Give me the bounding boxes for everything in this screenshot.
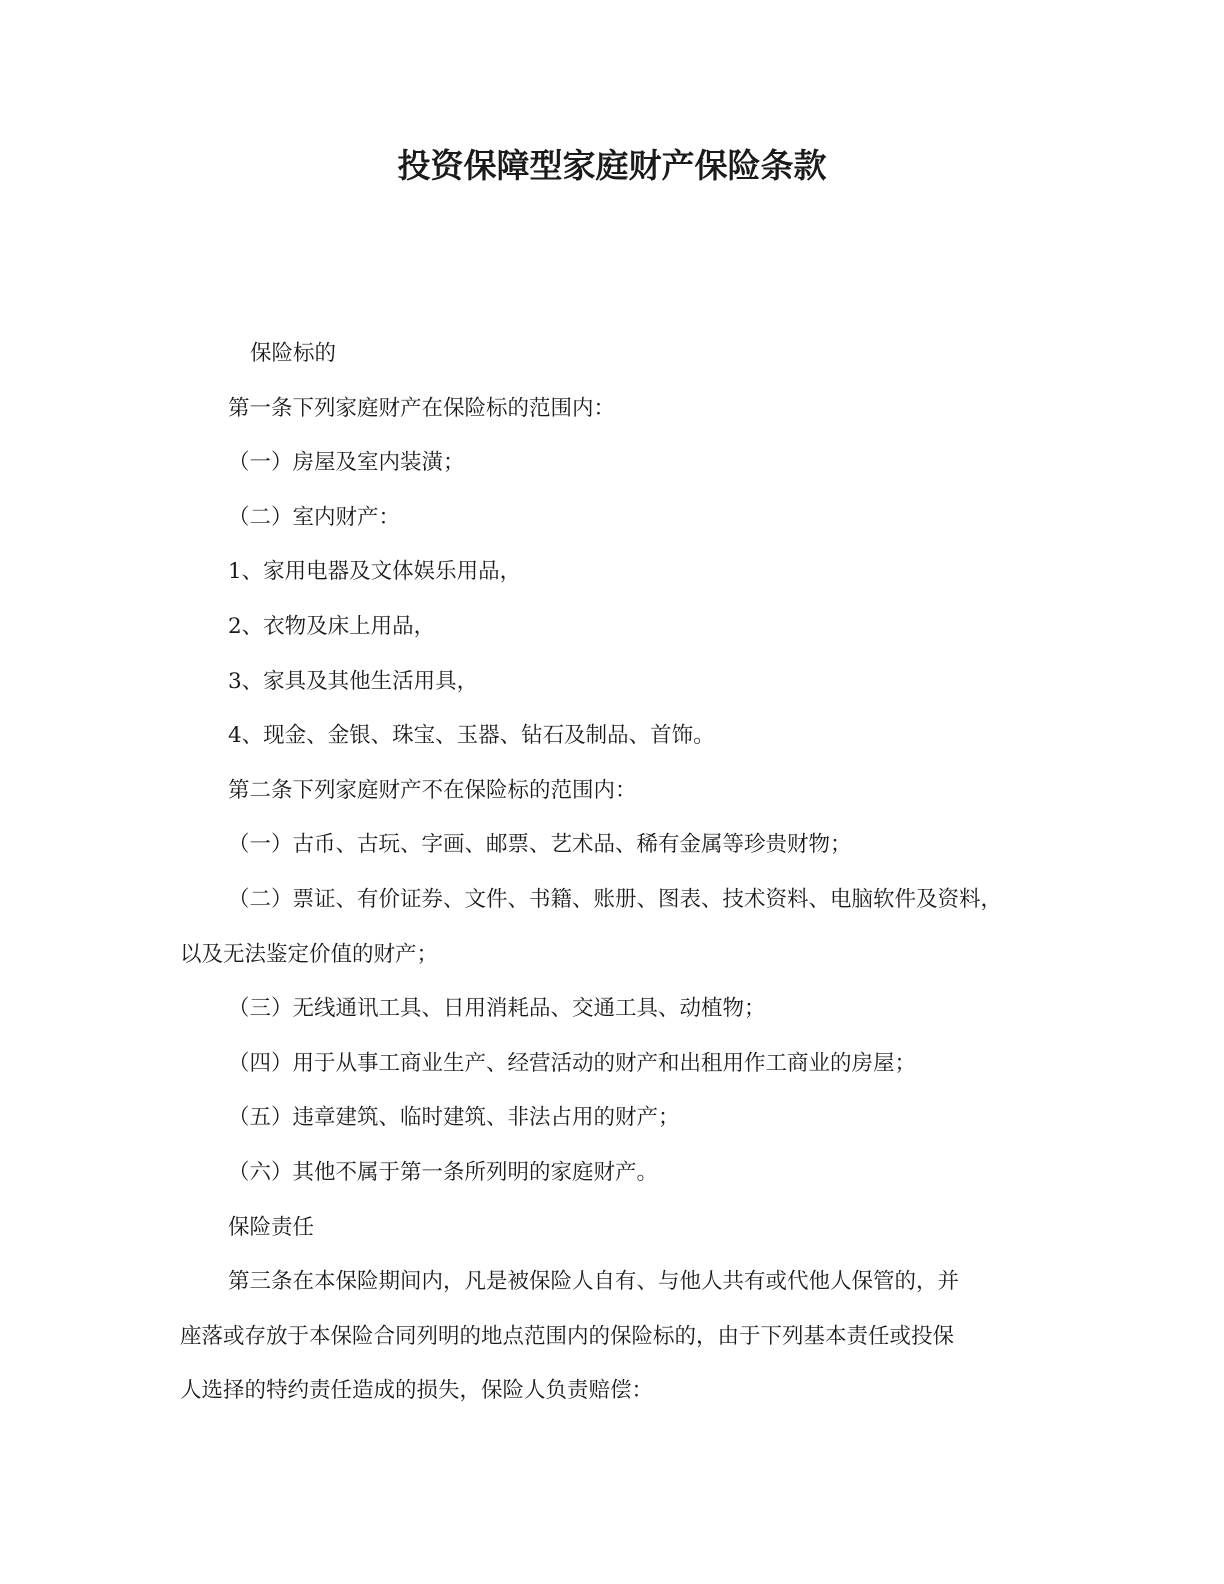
article-3-line-2: 座落或存放于本保险合同列明的地点范围内的保险标的，由于下列基本责任或投保 — [180, 1323, 955, 1349]
article-2-item-3: （三）无线通讯工具、日用消耗品、交通工具、动植物； — [228, 996, 766, 1022]
article-1-subitem-3: 3、家具及其他生活用具， — [228, 668, 479, 694]
article-2-item-6: （六）其他不属于第一条所列明的家庭财产。 — [228, 1159, 659, 1185]
article-1-item-1: （一）房屋及室内装潢； — [228, 450, 465, 476]
article-2-item-4: （四）用于从事工商业生产、经营活动的财产和出租用作工商业的房屋； — [228, 1050, 917, 1076]
article-3-line-1: 第三条在本保险期间内，凡是被保险人自有、与他人共有或代他人保管的，并 — [228, 1269, 960, 1295]
article-2-item-1: （一）古币、古玩、字画、邮票、艺术品、稀有金属等珍贵财物； — [228, 832, 852, 858]
document-title: 投资保障型家庭财产保险条款 — [397, 146, 827, 185]
section-heading-liability: 保险责任 — [228, 1214, 315, 1240]
article-1-subitem-2: 2、衣物及床上用品， — [228, 613, 436, 639]
article-2-item-5: （五）违章建筑、临时建筑、非法占用的财产； — [228, 1105, 680, 1131]
article-2-item-2: （二）票证、有价证券、文件、书籍、账册、图表、技术资料、电脑软件及资料， — [228, 886, 1003, 912]
article-3-line-3: 人选择的特约责任造成的损失，保险人负责赔偿： — [180, 1378, 654, 1404]
article-1: 第一条下列家庭财产在保险标的范围内： — [228, 395, 616, 421]
document-body — [180, 327, 1040, 1419]
article-1-subitem-4: 4、现金、金银、珠宝、玉器、钻石及制品、首饰。 — [228, 723, 715, 749]
article-2-item-2-continued: 以及无法鉴定价值的财产； — [180, 941, 439, 967]
article-1-item-2: （二）室内财产： — [228, 504, 401, 530]
article-2: 第二条下列家庭财产不在保险标的范围内： — [228, 777, 637, 803]
section-heading-insured-subject: 保险标的 — [250, 341, 337, 366]
article-1-subitem-1: 1、家用电器及文体娱乐用品， — [228, 559, 522, 585]
